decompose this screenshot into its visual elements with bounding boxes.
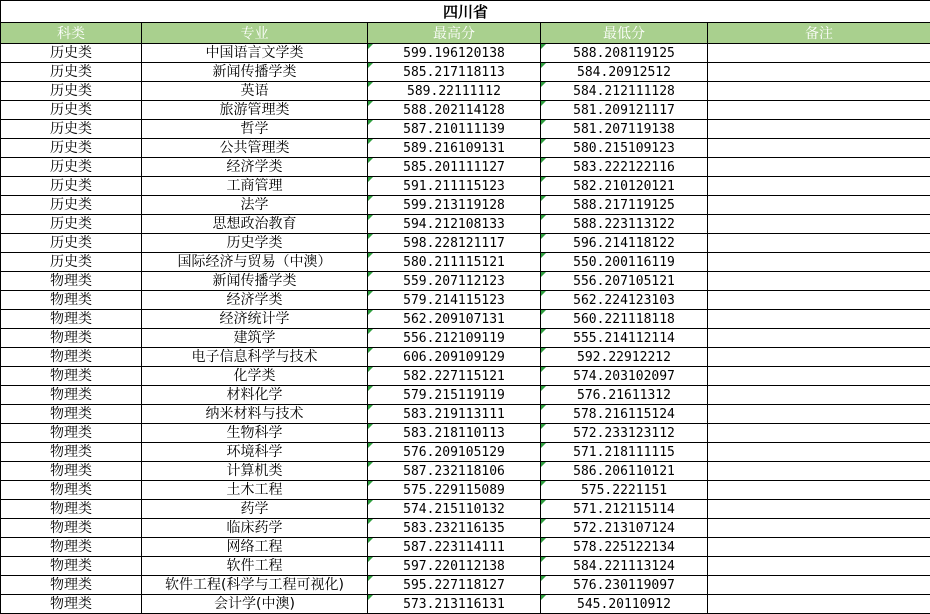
cell-max-score[interactable]: 589.216109131	[368, 139, 541, 158]
cell-category[interactable]: 物理类	[1, 481, 142, 500]
table-row	[1, 310, 930, 329]
cell-notes[interactable]	[708, 215, 930, 234]
cell-category[interactable]: 历史类	[1, 253, 142, 272]
table-row	[1, 405, 930, 424]
cell-notes[interactable]	[708, 462, 930, 481]
cell-notes[interactable]	[708, 272, 930, 291]
cell-major[interactable]: 中国语言文学类	[142, 44, 368, 63]
cell-max-score[interactable]: 583.218110113	[368, 424, 541, 443]
cell-major[interactable]: 公共管理类	[142, 139, 368, 158]
cell-notes[interactable]	[708, 443, 930, 462]
cell-min-score[interactable]: 583.222122116	[541, 158, 708, 177]
cell-max-score[interactable]: 580.211115121	[368, 253, 541, 272]
cell-max-score[interactable]: 587.232118106	[368, 462, 541, 481]
table-row	[1, 44, 930, 63]
cell-notes[interactable]	[708, 329, 930, 348]
cell-category[interactable]: 物理类	[1, 310, 142, 329]
header-notes[interactable]: 备注	[708, 23, 930, 44]
cell-category[interactable]: 物理类	[1, 443, 142, 462]
cell-min-score[interactable]: 578.216115124	[541, 405, 708, 424]
header-row	[1, 23, 930, 44]
cell-major[interactable]: 网络工程	[142, 538, 368, 557]
cell-category[interactable]: 历史类	[1, 82, 142, 101]
title-row	[1, 1, 930, 23]
cell-max-score[interactable]: 588.202114128	[368, 101, 541, 120]
cell-min-score[interactable]: 575.2221151	[541, 481, 708, 500]
cell-category[interactable]: 历史类	[1, 63, 142, 82]
cell-major[interactable]: 建筑学	[142, 329, 368, 348]
table-row	[1, 519, 930, 538]
table-row	[1, 329, 930, 348]
cell-min-score[interactable]: 555.214112114	[541, 329, 708, 348]
cell-max-score[interactable]: 579.214115123	[368, 291, 541, 310]
cell-max-score[interactable]: 587.210111139	[368, 120, 541, 139]
cell-max-score[interactable]: 562.209107131	[368, 310, 541, 329]
cell-notes[interactable]	[708, 44, 930, 63]
table-row	[1, 177, 930, 196]
cell-max-score[interactable]: 585.201111127	[368, 158, 541, 177]
cell-category[interactable]: 历史类	[1, 234, 142, 253]
cell-min-score[interactable]: 574.203102097	[541, 367, 708, 386]
table-title: 四川省	[1, 1, 930, 23]
cell-major[interactable]: 经济学类	[142, 158, 368, 177]
cell-category[interactable]: 物理类	[1, 291, 142, 310]
cell-max-score[interactable]: 575.229115089	[368, 481, 541, 500]
cell-notes[interactable]	[708, 177, 930, 196]
cell-notes[interactable]	[708, 348, 930, 367]
cell-category[interactable]: 物理类	[1, 576, 142, 595]
cell-major[interactable]: 思想政治教育	[142, 215, 368, 234]
cell-max-score[interactable]: 589.22111112	[368, 82, 541, 101]
cell-notes[interactable]	[708, 557, 930, 576]
cell-major[interactable]: 国际经济与贸易（中澳）	[142, 253, 368, 272]
header-major[interactable]: 专业	[142, 23, 368, 44]
table-row	[1, 215, 930, 234]
header-min-score[interactable]: 最低分	[541, 23, 708, 44]
cell-notes[interactable]	[708, 500, 930, 519]
cell-min-score[interactable]: 560.221118118	[541, 310, 708, 329]
cell-min-score[interactable]: 556.207105121	[541, 272, 708, 291]
cell-category[interactable]: 物理类	[1, 386, 142, 405]
table-row	[1, 576, 930, 595]
cell-min-score[interactable]: 596.214118122	[541, 234, 708, 253]
cell-major[interactable]: 旅游管理类	[142, 101, 368, 120]
cell-notes[interactable]	[708, 424, 930, 443]
cell-major[interactable]: 纳米材料与技术	[142, 405, 368, 424]
cell-notes[interactable]	[708, 481, 930, 500]
cell-max-score[interactable]: 576.209105129	[368, 443, 541, 462]
cell-min-score[interactable]: 572.213107124	[541, 519, 708, 538]
table-row	[1, 196, 930, 215]
cell-notes[interactable]	[708, 576, 930, 595]
cell-min-score[interactable]: 584.221113124	[541, 557, 708, 576]
cell-min-score[interactable]: 578.225122134	[541, 538, 708, 557]
cell-category[interactable]: 物理类	[1, 367, 142, 386]
table-row	[1, 82, 930, 101]
cell-min-score[interactable]: 588.223113122	[541, 215, 708, 234]
cell-max-score[interactable]: 587.223114111	[368, 538, 541, 557]
cell-min-score[interactable]: 562.224123103	[541, 291, 708, 310]
cell-major[interactable]: 经济学类	[142, 291, 368, 310]
cell-major[interactable]: 法学	[142, 196, 368, 215]
cell-max-score[interactable]: 585.217118113	[368, 63, 541, 82]
cell-category[interactable]: 物理类	[1, 557, 142, 576]
cell-category[interactable]: 历史类	[1, 44, 142, 63]
cell-notes[interactable]	[708, 595, 930, 614]
cell-min-score[interactable]: 592.22912212	[541, 348, 708, 367]
cell-major[interactable]: 经济统计学	[142, 310, 368, 329]
cell-notes[interactable]	[708, 386, 930, 405]
cell-max-score[interactable]: 594.212108133	[368, 215, 541, 234]
cell-notes[interactable]	[708, 101, 930, 120]
cell-min-score[interactable]: 581.207119138	[541, 120, 708, 139]
table-row	[1, 424, 930, 443]
cell-max-score[interactable]: 599.213119128	[368, 196, 541, 215]
cell-notes[interactable]	[708, 310, 930, 329]
table-row	[1, 253, 930, 272]
cell-max-score[interactable]: 591.211115123	[368, 177, 541, 196]
cell-min-score[interactable]: 586.206110121	[541, 462, 708, 481]
cell-category[interactable]: 物理类	[1, 538, 142, 557]
cell-max-score[interactable]: 556.212109119	[368, 329, 541, 348]
cell-min-score[interactable]: 580.215109123	[541, 139, 708, 158]
cell-category[interactable]: 物理类	[1, 519, 142, 538]
cell-category[interactable]: 物理类	[1, 500, 142, 519]
cell-max-score[interactable]: 595.227118127	[368, 576, 541, 595]
cell-max-score[interactable]: 574.215110132	[368, 500, 541, 519]
cell-notes[interactable]	[708, 519, 930, 538]
cell-major[interactable]: 计算机类	[142, 462, 368, 481]
table-row	[1, 120, 930, 139]
table-row	[1, 443, 930, 462]
cell-max-score[interactable]: 583.232116135	[368, 519, 541, 538]
cell-min-score[interactable]: 572.233123112	[541, 424, 708, 443]
cell-notes[interactable]	[708, 367, 930, 386]
cell-category[interactable]: 物理类	[1, 348, 142, 367]
table-row	[1, 462, 930, 481]
cell-major[interactable]: 药学	[142, 500, 368, 519]
cell-max-score[interactable]: 597.220112138	[368, 557, 541, 576]
table-row	[1, 348, 930, 367]
cell-notes[interactable]	[708, 158, 930, 177]
cell-max-score[interactable]: 583.219113111	[368, 405, 541, 424]
cell-max-score[interactable]: 573.213116131	[368, 595, 541, 614]
cell-notes[interactable]	[708, 82, 930, 101]
table-row	[1, 234, 930, 253]
cell-major[interactable]: 新闻传播学类	[142, 63, 368, 82]
cell-min-score[interactable]: 576.21611312	[541, 386, 708, 405]
cell-category[interactable]: 历史类	[1, 120, 142, 139]
cell-major[interactable]: 材料化学	[142, 386, 368, 405]
cell-max-score[interactable]: 582.227115121	[368, 367, 541, 386]
table-row	[1, 158, 930, 177]
cell-min-score[interactable]: 584.20912512	[541, 63, 708, 82]
table-row	[1, 538, 930, 557]
cell-category[interactable]: 历史类	[1, 101, 142, 120]
cell-max-score[interactable]: 598.228121117	[368, 234, 541, 253]
cell-max-score[interactable]: 579.215119119	[368, 386, 541, 405]
cell-major[interactable]: 临床药学	[142, 519, 368, 538]
table-row	[1, 291, 930, 310]
table-row	[1, 272, 930, 291]
cell-category[interactable]: 历史类	[1, 177, 142, 196]
cell-major[interactable]: 生物科学	[142, 424, 368, 443]
cell-major[interactable]: 环境科学	[142, 443, 368, 462]
table-row	[1, 595, 930, 614]
cell-major[interactable]: 历史学类	[142, 234, 368, 253]
cell-min-score[interactable]: 571.212115114	[541, 500, 708, 519]
cell-major[interactable]: 软件工程(科学与工程可视化)	[142, 576, 368, 595]
cell-category[interactable]: 历史类	[1, 196, 142, 215]
cell-category[interactable]: 物理类	[1, 272, 142, 291]
cell-min-score[interactable]: 581.209121117	[541, 101, 708, 120]
cell-min-score[interactable]: 582.210120121	[541, 177, 708, 196]
header-max-score[interactable]: 最高分	[368, 23, 541, 44]
cell-min-score[interactable]: 588.217119125	[541, 196, 708, 215]
cell-category[interactable]: 物理类	[1, 462, 142, 481]
header-category[interactable]: 科类	[1, 23, 142, 44]
cell-min-score[interactable]: 550.200116119	[541, 253, 708, 272]
cell-major[interactable]: 土木工程	[142, 481, 368, 500]
cell-min-score[interactable]: 588.208119125	[541, 44, 708, 63]
cell-major[interactable]: 新闻传播学类	[142, 272, 368, 291]
table-row	[1, 386, 930, 405]
cell-major[interactable]: 化学类	[142, 367, 368, 386]
cell-min-score[interactable]: 571.218111115	[541, 443, 708, 462]
cell-max-score[interactable]: 559.207112123	[368, 272, 541, 291]
cell-major[interactable]: 英语	[142, 82, 368, 101]
cell-category[interactable]: 历史类	[1, 139, 142, 158]
table-row	[1, 500, 930, 519]
cell-notes[interactable]	[708, 139, 930, 158]
cell-max-score[interactable]: 599.196120138	[368, 44, 541, 63]
cell-min-score[interactable]: 576.230119097	[541, 576, 708, 595]
cell-category[interactable]: 物理类	[1, 424, 142, 443]
cell-category[interactable]: 物理类	[1, 595, 142, 614]
cell-notes[interactable]	[708, 538, 930, 557]
cell-major[interactable]: 软件工程	[142, 557, 368, 576]
cell-major[interactable]: 工商管理	[142, 177, 368, 196]
table-row	[1, 63, 930, 82]
cell-notes[interactable]	[708, 253, 930, 272]
cell-notes[interactable]	[708, 120, 930, 139]
cell-category[interactable]: 历史类	[1, 158, 142, 177]
table-row	[1, 367, 930, 386]
cell-notes[interactable]	[708, 234, 930, 253]
table-row	[1, 557, 930, 576]
cell-major[interactable]: 会计学(中澳)	[142, 595, 368, 614]
table-row	[1, 481, 930, 500]
cell-notes[interactable]	[708, 196, 930, 215]
cell-max-score[interactable]: 606.209109129	[368, 348, 541, 367]
cell-category[interactable]: 历史类	[1, 215, 142, 234]
cell-category[interactable]: 物理类	[1, 329, 142, 348]
cell-category[interactable]: 物理类	[1, 405, 142, 424]
cell-major[interactable]: 哲学	[142, 120, 368, 139]
cell-notes[interactable]	[708, 405, 930, 424]
table-row	[1, 139, 930, 158]
cell-min-score[interactable]: 584.212111128	[541, 82, 708, 101]
cell-notes[interactable]	[708, 63, 930, 82]
cell-major[interactable]: 电子信息科学与技术	[142, 348, 368, 367]
cell-min-score[interactable]: 545.20110912	[541, 595, 708, 614]
table-row	[1, 101, 930, 120]
cell-notes[interactable]	[708, 291, 930, 310]
